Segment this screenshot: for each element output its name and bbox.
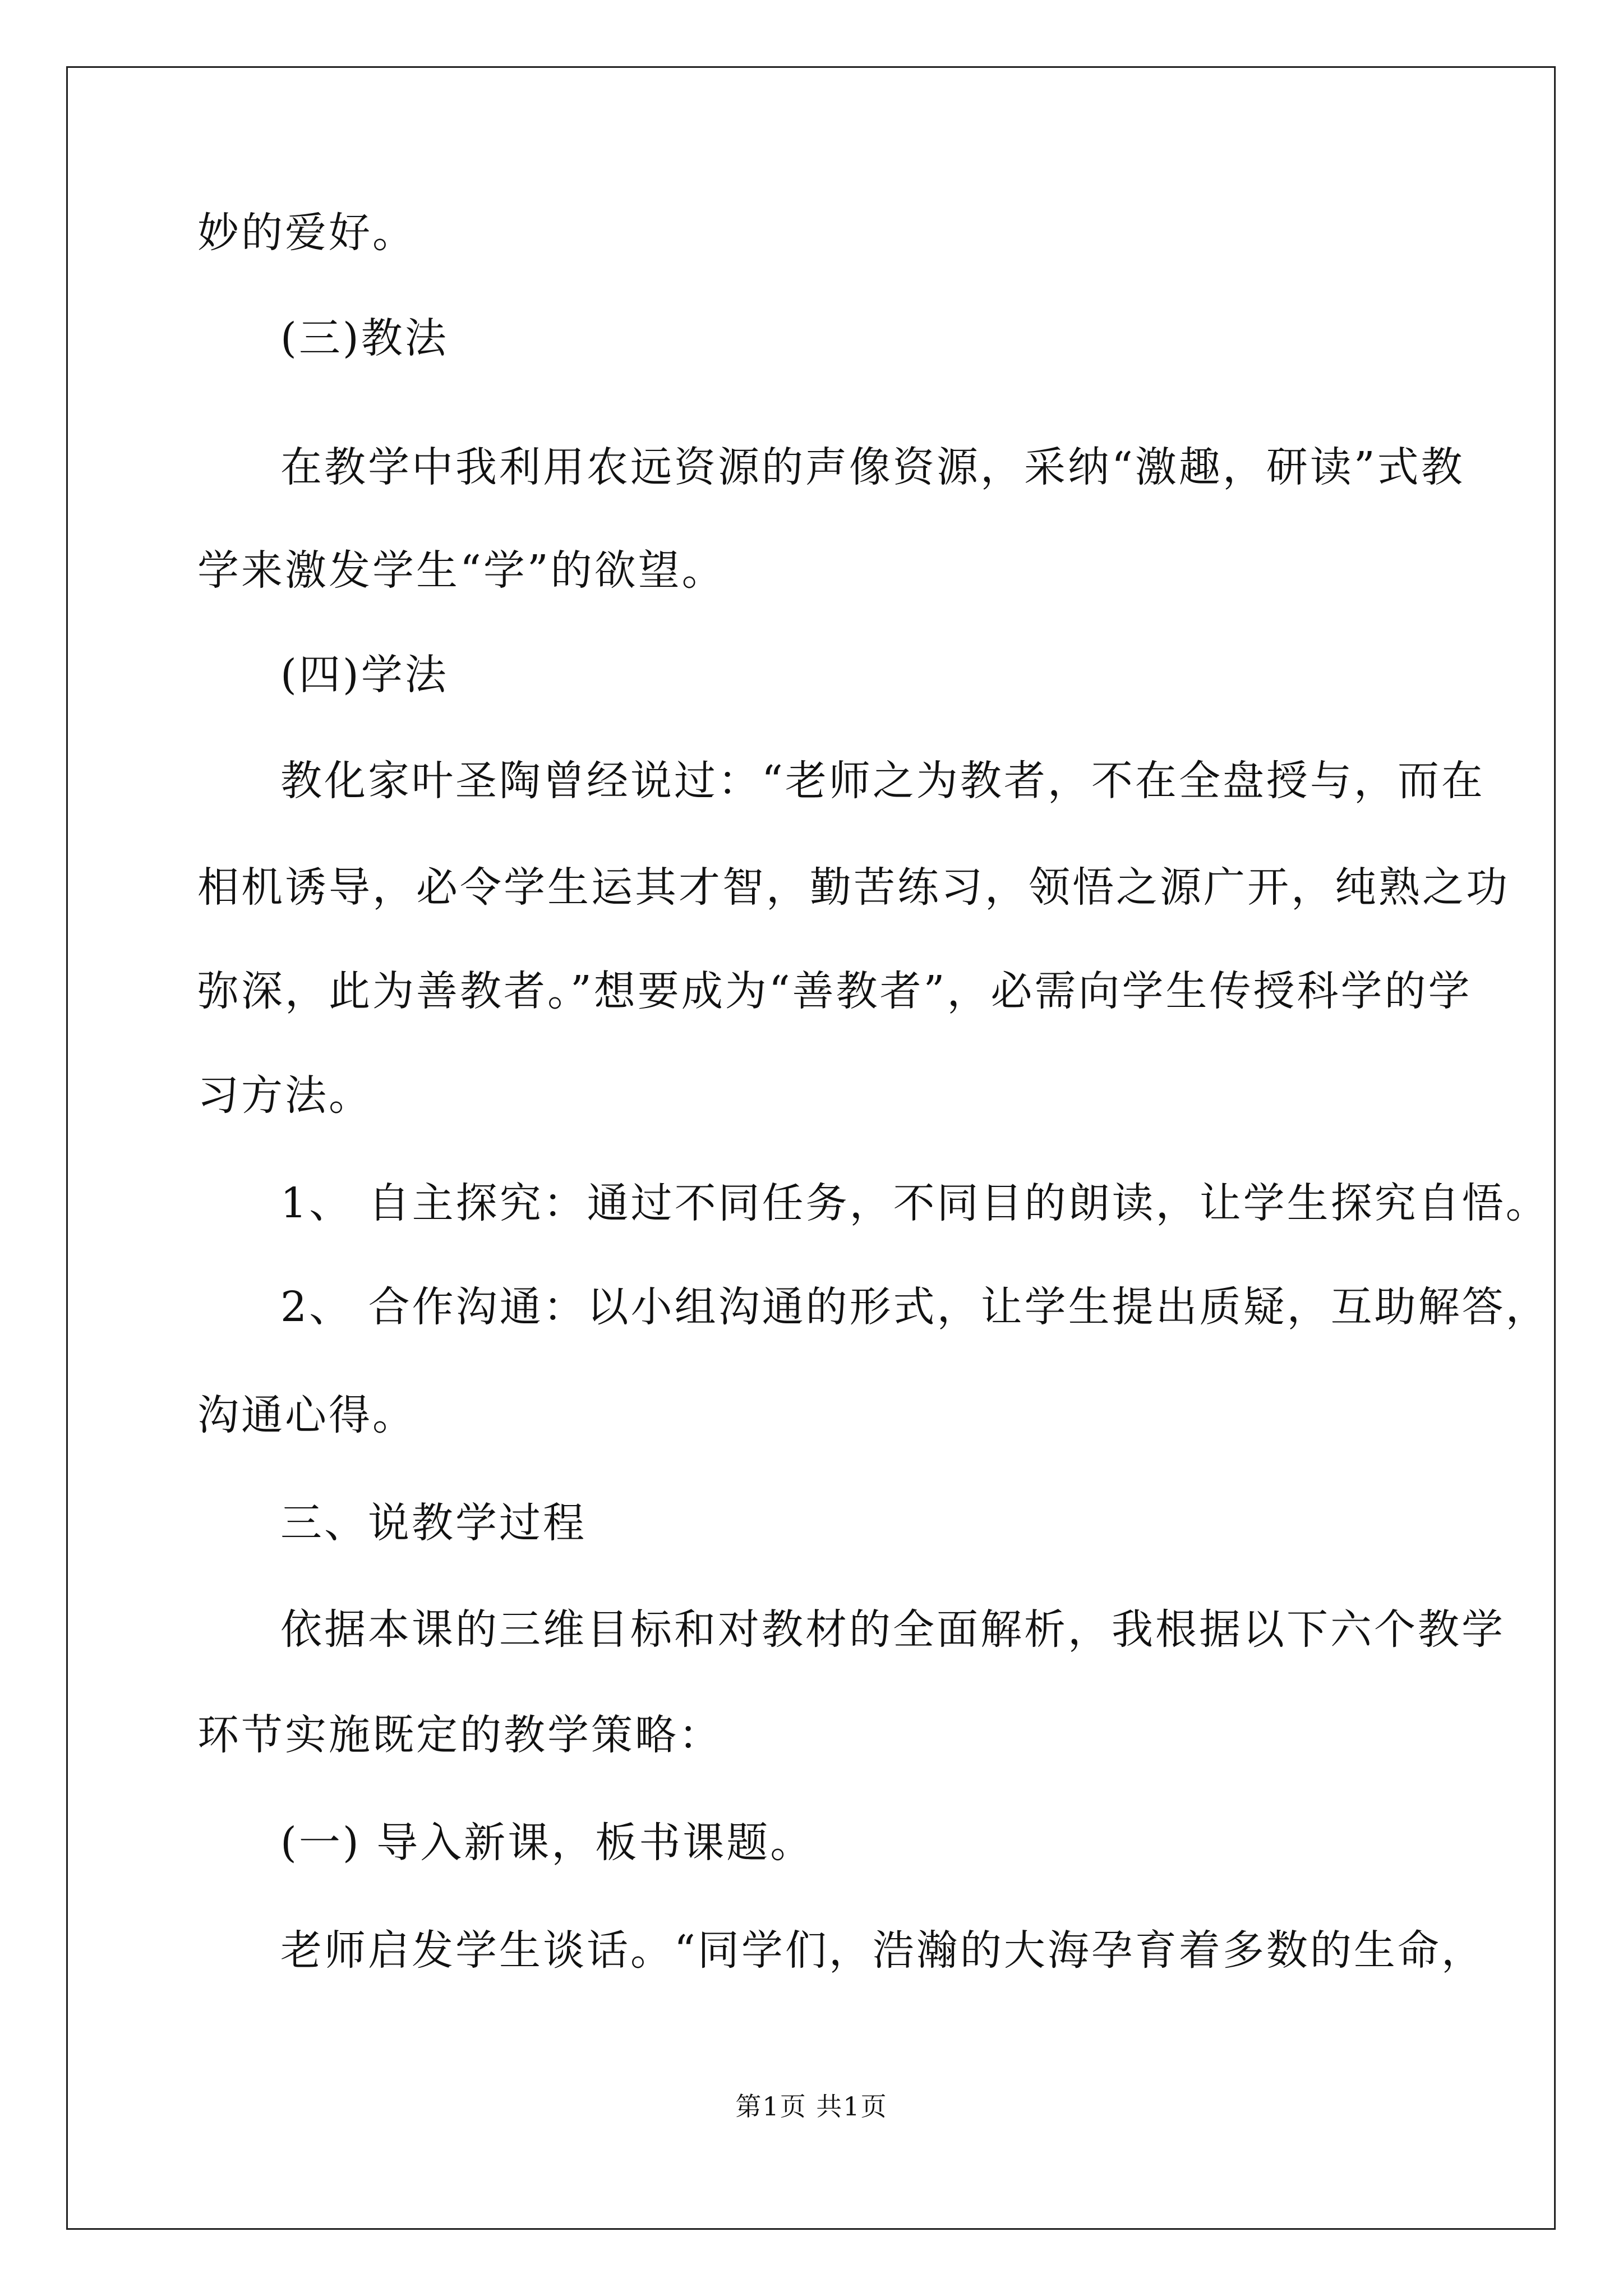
- section-heading-teaching-process: 三、说教学过程: [280, 1499, 587, 1547]
- text-line-3: 在教学中我利用农远资源的声像资源，采纳“激趣，研读”式教: [280, 443, 1465, 491]
- page-border: [66, 66, 1556, 2230]
- text-line-15: 环节实施既定的教学策略：: [197, 1711, 722, 1759]
- page-number-footer: 第1页 共1页: [735, 2091, 888, 2122]
- text-line-1: 妙的爱好。: [197, 209, 416, 257]
- list-item-1: 1、 自主探究：通过不同任务，不同目的朗读，让学生探究自悟。: [280, 1179, 1550, 1227]
- text-line-9: 习方法。: [197, 1071, 372, 1120]
- text-line-4: 学来激发学生“学”的欲望。: [197, 546, 726, 595]
- subsection-heading-introduce-lesson: (一) 导入新课，板书课题。: [280, 1819, 814, 1867]
- text-line-6: 教化家叶圣陶曾经说过：“老师之为教者，不在全盘授与，而在: [280, 757, 1485, 805]
- text-line-8: 弥深，此为善教者。”想要成为“善教者”，必需向学生传授科学的学: [197, 967, 1472, 1015]
- text-line-12: 沟通心得。: [197, 1391, 416, 1439]
- text-line-7: 相机诱导，必令学生运其才智，勤苦练习，领悟之源广开，纯熟之功: [197, 863, 1510, 912]
- text-line-17: 老师启发学生谈话。“同学们，浩瀚的大海孕育着多数的生命，: [280, 1926, 1485, 1975]
- text-line-14: 依据本课的三维目标和对教材的全面解析，我根据以下六个教学: [280, 1605, 1505, 1654]
- section-heading-learning-method: (四)学法: [280, 651, 449, 699]
- list-item-2: 2、 合作沟通：以小组沟通的形式，让学生提出质疑，互助解答，: [280, 1283, 1550, 1331]
- section-heading-teaching-method: (三)教法: [280, 314, 449, 362]
